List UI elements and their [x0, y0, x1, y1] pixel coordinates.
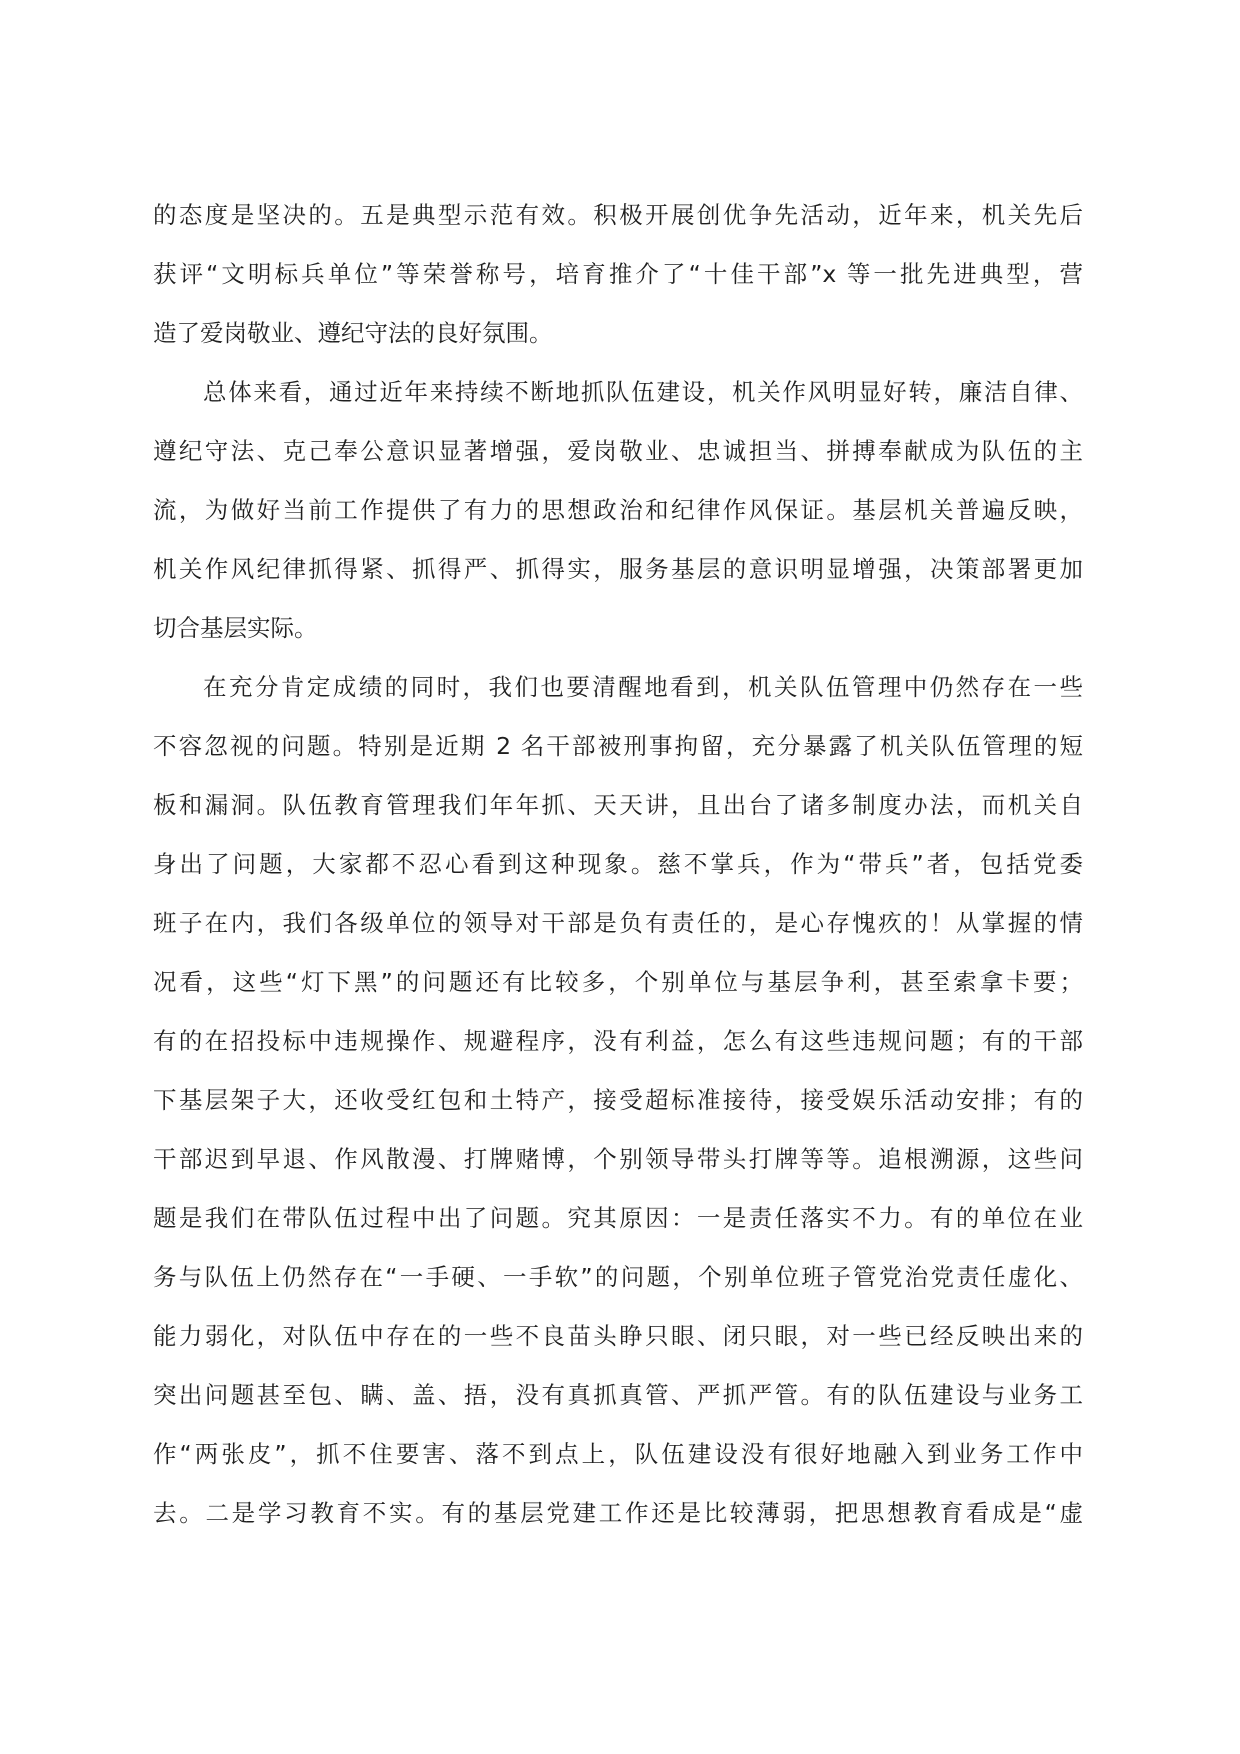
text-line: 下基层架子大，还收受红包和土特产，接受超标准接待，接受娱乐活动安排；有的: [153, 1086, 1083, 1114]
text-line: 不容忽视的问题。特别是近期 2 名干部被刑事拘留，充分暴露了机关队伍管理的短: [153, 732, 1083, 760]
text-line: 造了爱岗敬业、遵纪守法的良好氛围。: [153, 319, 553, 347]
text-line: 能力弱化，对队伍中存在的一些不良苗头睁只眼、闭只眼，对一些已经反映出来的: [153, 1322, 1083, 1350]
text-line: 获评“文明标兵单位”等荣誉称号，培育推介了“十佳干部”x 等一批先进典型，营: [153, 260, 1083, 288]
text-line: 遵纪守法、克己奉公意识显著增强，爱岗敬业、忠诚担当、拼搏奉献成为队伍的主: [153, 437, 1083, 465]
text-line: 有的在招投标中违规操作、规避程序，没有利益，怎么有这些违规问题；有的干部: [153, 1027, 1083, 1055]
text-line: 去。二是学习教育不实。有的基层党建工作还是比较薄弱，把思想教育看成是“虚: [153, 1499, 1083, 1527]
text-line: 板和漏洞。队伍教育管理我们年年抓、天天讲，且出台了诸多制度办法，而机关自: [153, 791, 1083, 819]
text-line: 机关作风纪律抓得紧、抓得严、抓得实，服务基层的意识明显增强，决策部署更加: [153, 555, 1083, 583]
paragraph-first-line: 在充分肯定成绩的同时，我们也要清醒地看到，机关队伍管理中仍然存在一些: [203, 673, 1083, 701]
text-line: 身出了问题，大家都不忍心看到这种现象。慈不掌兵，作为“带兵”者，包括党委: [153, 850, 1083, 878]
text-line: 干部迟到早退、作风散漫、打牌赌博，个别领导带头打牌等等。追根溯源，这些问: [153, 1145, 1083, 1173]
text-line: 况看，这些“灯下黑”的问题还有比较多，个别单位与基层争利，甚至索拿卡要；: [153, 968, 1083, 996]
text-line: 突出问题甚至包、瞒、盖、捂，没有真抓真管、严抓严管。有的队伍建设与业务工: [153, 1381, 1083, 1409]
text-line: 作“两张皮”，抓不住要害、落不到点上，队伍建设没有很好地融入到业务工作中: [153, 1440, 1083, 1468]
text-line: 务与队伍上仍然存在“一手硬、一手软”的问题，个别单位班子管党治党责任虚化、: [153, 1263, 1083, 1291]
text-line: 的态度是坚决的。五是典型示范有效。积极开展创优争先活动，近年来，机关先后: [153, 201, 1083, 229]
text-line: 班子在内，我们各级单位的领导对干部是负有责任的，是心存愧疚的！从掌握的情: [153, 909, 1083, 937]
text-line: 切合基层实际。: [153, 614, 318, 642]
text-line: 流，为做好当前工作提供了有力的思想政治和纪律作风保证。基层机关普遍反映，: [153, 496, 1083, 524]
document-body: [153, 186, 1083, 1543]
paragraph-first-line: 总体来看，通过近年来持续不断地抓队伍建设，机关作风明显好转，廉洁自律、: [203, 378, 1083, 406]
text-line: 题是我们在带队伍过程中出了问题。究其原因：一是责任落实不力。有的单位在业: [153, 1204, 1083, 1232]
